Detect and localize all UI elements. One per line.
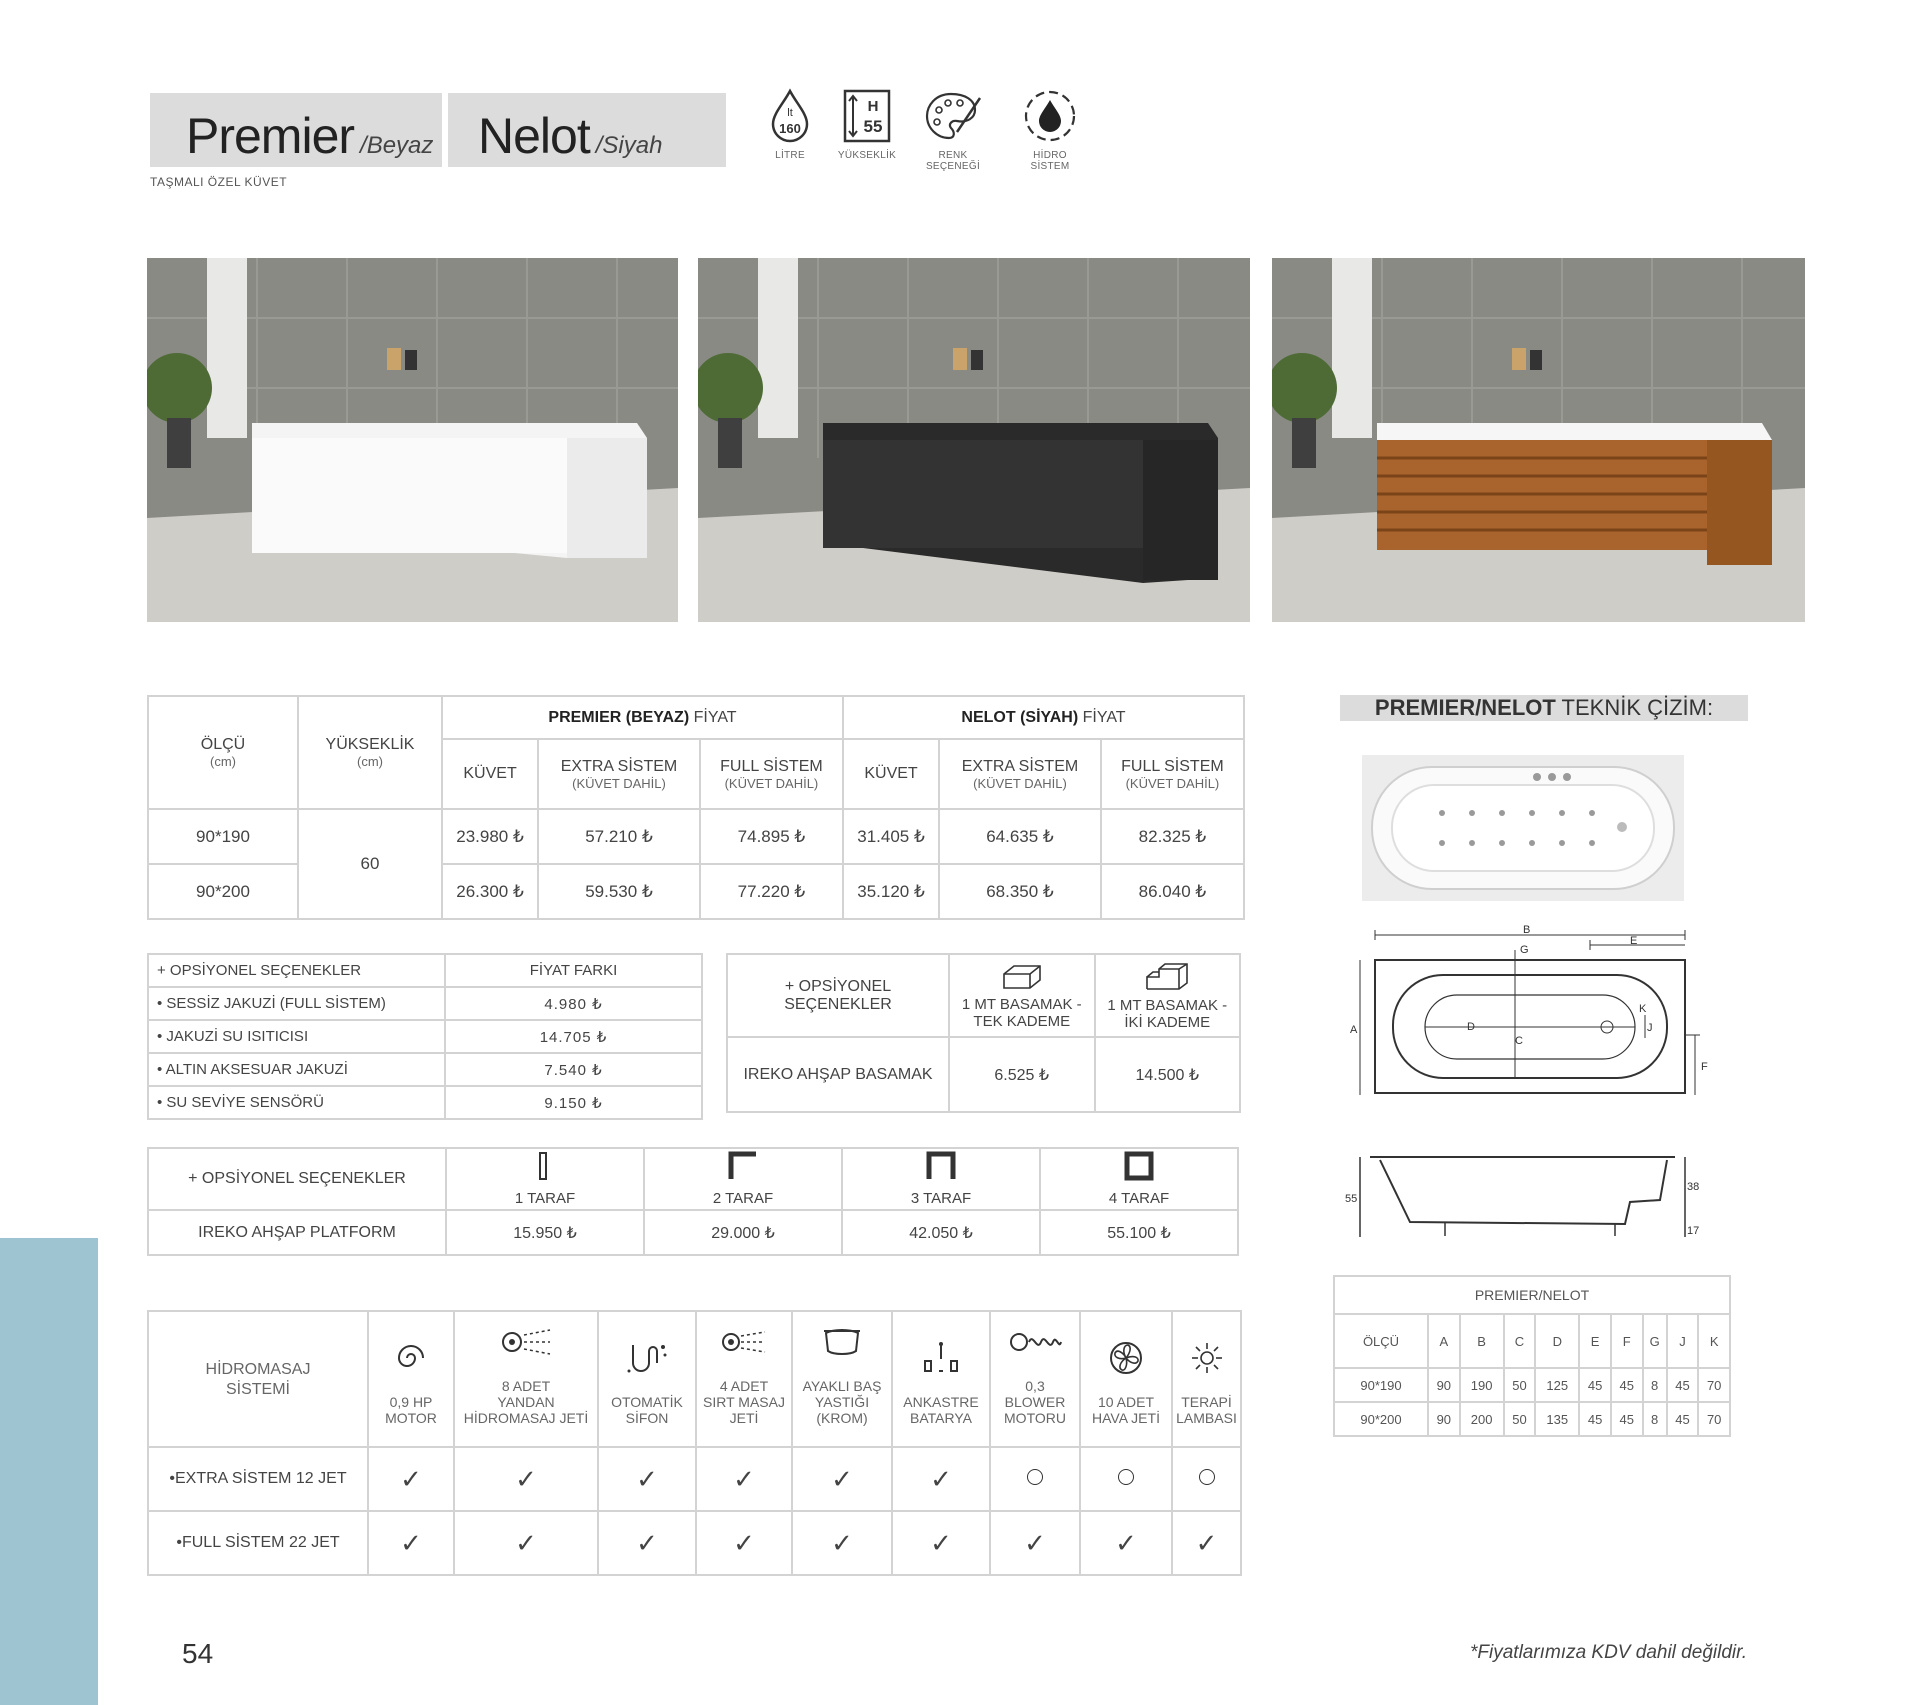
svg-text:160: 160 [779, 121, 801, 136]
feature-label: YÜKSEKLİK [837, 150, 897, 161]
hydro-col-headrest: AYAKLI BAŞ YASTIĞI (KROM) [792, 1311, 892, 1447]
svg-text:J: J [1647, 1022, 1653, 1034]
table-row: 90*200 90 200 50 135 45 45 8 45 70 [1334, 1402, 1730, 1436]
sub-full: FULL SİSTEM (KÜVET DAHİL) [1101, 739, 1244, 809]
table-row: IREKO AHŞAP BASAMAK 6.525 ₺ 14.500 ₺ [727, 1037, 1240, 1112]
check-mark: ✓ [792, 1447, 892, 1511]
palette-icon [923, 88, 983, 144]
hydro-col-side-jet: 8 ADET YANDAN HİDROMASAJ JETİ [454, 1311, 598, 1447]
check-mark: ✓ [696, 1447, 792, 1511]
hydro-col-motor: 0,9 HP MOTOR [368, 1311, 454, 1447]
feature-color [918, 88, 988, 172]
page-number: 54 [182, 1638, 214, 1669]
svg-text:55: 55 [863, 117, 883, 136]
subtitle: TAŞMALI ÖZEL KÜVET [150, 175, 288, 189]
side-accent-bar [0, 1238, 98, 1705]
height-icon [842, 88, 892, 144]
blower-icon [1007, 1325, 1063, 1359]
sub-full: FULL SİSTEM (KÜVET DAHİL) [700, 739, 843, 809]
check-mark: ✓ [454, 1447, 598, 1511]
check-mark: ✓ [368, 1511, 454, 1575]
siphon-icon [625, 1341, 669, 1375]
feature-label: LİTRE [775, 150, 805, 161]
feature-label: RENK SEÇENEĞİ [925, 150, 981, 172]
price-table [147, 695, 1245, 920]
table-row: ÖLÇÜ A B C D E F G J K [1334, 1314, 1730, 1368]
step-double: 1 MT BASAMAK - İKİ KADEME [1095, 954, 1241, 1037]
tub-side-drawing [1345, 1152, 1715, 1244]
svg-text:H: H [867, 98, 879, 115]
svg-text:B: B [1523, 924, 1531, 936]
table-row: •FULL SİSTEM 22 JET ✓ ✓ ✓ ✓ ✓ ✓ ✓ ✓ ✓ [148, 1511, 1241, 1575]
faucet-icon [919, 1341, 963, 1375]
check-mark: ✓ [454, 1511, 598, 1575]
double-step-icon [1143, 961, 1191, 993]
product1-name: Premier [186, 108, 355, 164]
photo-premier-white [147, 258, 678, 622]
header-size: ÖLÇÜ (cm) [148, 696, 298, 809]
headrest-icon [820, 1325, 864, 1359]
fan-icon [1106, 1341, 1146, 1375]
hydro-col-blower: 0,3 BLOWER MOTORU [990, 1311, 1080, 1447]
steps-title: + OPSİYONEL SEÇENEKLER [727, 954, 949, 1037]
check-mark: ✓ [368, 1447, 454, 1511]
table-row: •EXTRA SİSTEM 12 JET ✓ ✓ ✓ ✓ ✓ ✓ [148, 1447, 1241, 1511]
hydro-col-faucet: ANKASTRE BATARYA [892, 1311, 990, 1447]
sub-extra: EXTRA SİSTEM (KÜVET DAHİL) [538, 739, 700, 809]
feature-height [832, 88, 902, 161]
feature-label: HİDRO SİSTEM [1030, 150, 1070, 172]
tech-title: PREMIER/NELOT TEKNİK ÇİZİM: [1340, 695, 1748, 721]
sub-kuvet: KÜVET [843, 739, 939, 809]
svg-text:17: 17 [1687, 1225, 1700, 1237]
one-side-icon [446, 1148, 644, 1188]
product1-variant: /Beyaz [360, 132, 434, 159]
header-premier: PREMIER (BEYAZ) FİYAT [442, 696, 843, 739]
feature-hydro [1015, 88, 1085, 172]
hydro-title: HİDROMASAJ SİSTEMİ [148, 1311, 368, 1447]
check-mark: ✓ [1172, 1511, 1241, 1575]
step-single: 1 MT BASAMAK - TEK KADEME [949, 954, 1095, 1037]
table-row: 90*190 60 23.980 ₺ 57.210 ₺ 74.895 ₺ 31.405 ₺ 64.635 ₺ 82.325 ₺ [148, 809, 1244, 864]
feature-litre [755, 88, 825, 161]
table-row: IREKO AHŞAP PLATFORM 15.950 ₺ 29.000 ₺ 42.050 ₺ 55.100 ₺ [148, 1210, 1238, 1255]
options-table [147, 953, 703, 1120]
platform-table: + OPSİYONEL SEÇENEKLER 1 TARAF 2 TARAF 3 TARAF 4 TARAF IREKO AHŞAP PLATFORM 15.950 ₺ 29.000 ₺ 42.050 ₺ 55.100 ₺ [147, 1147, 1239, 1256]
two-side-icon [644, 1148, 842, 1188]
table-row: • ALTIN AKSESUAR JAKUZİ 7.540 ₺ [148, 1053, 702, 1086]
table-row: • JAKUZİ SU ISITICISI 14.705 ₺ [148, 1020, 702, 1053]
hydro-table [147, 1310, 1242, 1576]
table-row: 90*190 90 190 50 125 45 45 8 45 70 [1334, 1368, 1730, 1402]
not-included-circle [1080, 1447, 1172, 1511]
title-nelot [448, 93, 726, 167]
motor-icon [391, 1341, 431, 1375]
svg-text:lt: lt [787, 107, 793, 119]
table-row: + OPSİYONEL SEÇENEKLER FİYAT FARKI [148, 954, 702, 987]
check-mark: ✓ [892, 1511, 990, 1575]
hydro-col-back-jet: 4 ADET SIRT MASAJ JETİ [696, 1311, 792, 1447]
hydro-system-icon [1022, 88, 1078, 144]
dimension-table: PREMIER/NELOT ÖLÇÜ A B C D E F G J K 90*190 90 190 50 125 45 45 8 45 70 90*200 90 200 50 135 45 45 8 45 70 [1333, 1275, 1731, 1437]
hydro-col-siphon: OTOMATİK SİFON [598, 1311, 696, 1447]
check-mark: ✓ [892, 1447, 990, 1511]
vat-note: *Fiyatlarımıza KDV dahil değildir. [1470, 1642, 1748, 1663]
single-step-icon [1000, 962, 1044, 992]
svg-text:38: 38 [1687, 1181, 1700, 1193]
tub-top-photo [1362, 755, 1684, 901]
table-row: 90*200 26.300 ₺ 59.530 ₺ 77.220 ₺ 35.120 ₺ 68.350 ₺ 86.040 ₺ [148, 864, 1244, 919]
table-row: • SU SEVİYE SENSÖRÜ 9.150 ₺ [148, 1086, 702, 1119]
check-mark: ✓ [696, 1511, 792, 1575]
not-included-circle [990, 1447, 1080, 1511]
svg-text:E: E [1630, 935, 1638, 947]
check-mark: ✓ [598, 1447, 696, 1511]
steps-table [726, 953, 1241, 1113]
water-drop-litre-icon [767, 88, 813, 144]
hydro-col-air-jet: 10 ADET HAVA JETİ [1080, 1311, 1172, 1447]
svg-text:K: K [1639, 1003, 1647, 1015]
table-row: • SESSİZ JAKUZİ (FULL SİSTEM) 4.980 ₺ [148, 987, 702, 1020]
svg-text:C: C [1515, 1035, 1523, 1047]
svg-text:55: 55 [1345, 1193, 1358, 1205]
photo-nelot-black [698, 258, 1250, 622]
tub-plan-drawing [1345, 920, 1715, 1095]
svg-text:G: G [1520, 944, 1529, 956]
svg-text:D: D [1467, 1021, 1475, 1033]
side-jet-icon [498, 1325, 554, 1359]
title-premier [150, 93, 442, 167]
header-height: YÜKSEKLİK (cm) [298, 696, 442, 809]
back-jet-icon [719, 1325, 769, 1359]
not-included-circle [1172, 1447, 1241, 1511]
sun-icon [1187, 1341, 1227, 1375]
product2-variant: /Siyah [595, 132, 663, 159]
check-mark: ✓ [1080, 1511, 1172, 1575]
check-mark: ✓ [990, 1511, 1080, 1575]
svg-text:F: F [1701, 1061, 1708, 1073]
svg-text:A: A [1350, 1024, 1358, 1036]
sub-extra: EXTRA SİSTEM (KÜVET DAHİL) [939, 739, 1101, 809]
sub-kuvet: KÜVET [442, 739, 538, 809]
hydro-col-lamp: TERAPİ LAMBASI [1172, 1311, 1241, 1447]
header-nelot: NELOT (SİYAH) FİYAT [843, 696, 1244, 739]
four-side-icon [1040, 1148, 1238, 1188]
check-mark: ✓ [792, 1511, 892, 1575]
photo-wood-panel [1272, 258, 1805, 622]
check-mark: ✓ [598, 1511, 696, 1575]
three-side-icon [842, 1148, 1040, 1188]
product2-name: Nelot [478, 108, 590, 164]
